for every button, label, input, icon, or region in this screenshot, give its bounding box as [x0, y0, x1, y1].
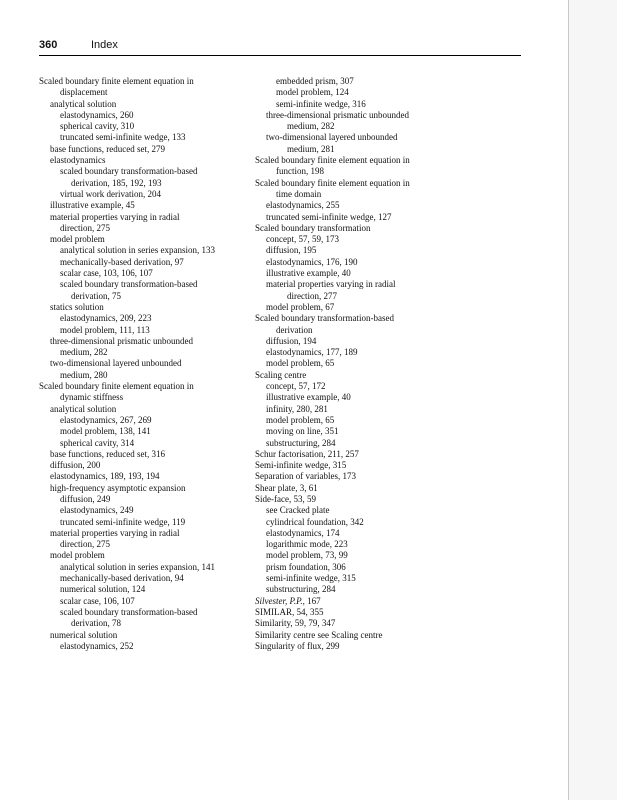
index-entry: illustrative example, 45 — [50, 200, 135, 211]
index-entry: semi-infinite wedge, 315 — [266, 573, 356, 584]
index-entry: diffusion, 195 — [266, 245, 317, 256]
page-number: 360 — [39, 39, 58, 51]
index-entry: displacement — [60, 87, 108, 98]
index-entry: material properties varying in radial — [266, 279, 396, 290]
index-entry: spherical cavity, 310 — [60, 121, 135, 132]
index-entry: elastodynamics — [50, 155, 106, 166]
index-entry: analytical solution in series expansion, 133 — [60, 245, 215, 256]
index-entry: Similarity, 59, 79, 347 — [255, 618, 336, 629]
index-entry: spherical cavity, 314 — [60, 437, 135, 448]
index-entry: diffusion, 249 — [60, 493, 111, 504]
index-entry: Scaled boundary finite element equation in — [39, 76, 194, 86]
index-entry: Similarity centre see Scaling centre — [255, 629, 383, 640]
index-entry: diffusion, 200 — [50, 460, 101, 471]
index-entry: numerical solution, 124 — [60, 584, 146, 595]
index-entry: illustrative example, 40 — [266, 392, 351, 403]
index-entry: high-frequency asymptotic expansion — [50, 482, 186, 493]
page-header — [39, 36, 521, 58]
index-entry: model problem, 73, 99 — [266, 550, 348, 561]
index-entry: model problem, 124 — [276, 87, 349, 98]
index-entry: scaled boundary transformation-based — [60, 279, 198, 290]
index-entry: Separation of variables, 173 — [255, 471, 356, 482]
index-entry: analytical solution — [50, 98, 117, 109]
index-entry: Scaling centre — [255, 369, 307, 380]
index-entry: elastodynamics, 260 — [60, 109, 134, 120]
index-entry: concept, 57, 172 — [266, 381, 326, 392]
index-entry: Schur factorisation, 211, 257 — [255, 448, 359, 459]
index-entry: model problem, 65 — [266, 358, 335, 369]
page-title: Index — [91, 39, 118, 51]
index-entry: elastodynamics, 189, 193, 194 — [50, 471, 160, 482]
index-entry: diffusion, 194 — [266, 335, 317, 346]
index-entry: see Cracked plate — [266, 505, 330, 516]
index-entry: model problem, 138, 141 — [60, 426, 151, 437]
index-entry: Scaled boundary transformation-based — [255, 313, 394, 324]
index-entry: elastodynamics, 176, 190 — [266, 256, 358, 267]
index-entry: direction, 277 — [287, 290, 337, 301]
index-entry: virtual work derivation, 204 — [60, 188, 161, 199]
index-entry: truncated semi-infinite wedge, 119 — [60, 516, 186, 527]
index-entry: moving on line, 351 — [266, 426, 339, 437]
index-entry: model problem, 67 — [266, 301, 335, 312]
index-entry: elastodynamics, 267, 269 — [60, 414, 152, 425]
index-entry: embedded prism, 307 — [276, 76, 354, 86]
index-entry: elastodynamics, 255 — [266, 200, 340, 211]
index-entry: truncated semi-infinite wedge, 127 — [266, 211, 392, 222]
index-entry: Scaled boundary finite element equation in — [255, 155, 410, 166]
index-entry: Scaled boundary transformation — [255, 222, 371, 233]
index-column-right — [255, 76, 490, 652]
index-entry: Scaled boundary finite element equation in — [255, 177, 410, 188]
index-entry: medium, 282 — [287, 121, 335, 132]
index-entry: model problem, 65 — [266, 414, 335, 425]
index-entry: derivation, 75 — [71, 290, 121, 301]
index-entry: numerical solution — [50, 629, 118, 640]
header-rule — [39, 55, 521, 56]
index-entry: function, 198 — [276, 166, 324, 177]
index-entry: substructuring, 284 — [266, 584, 336, 595]
index-entry: material properties varying in radial — [50, 527, 180, 538]
index-entry: elastodynamics, 209, 223 — [60, 313, 152, 324]
index-entry: scalar case, 103, 106, 107 — [60, 268, 153, 279]
index-entry: cylindrical foundation, 342 — [266, 516, 364, 527]
index-entry: prism foundation, 306 — [266, 561, 346, 572]
index-entry: Side-face, 53, 59 — [255, 493, 316, 504]
index-entry: model problem — [50, 550, 105, 561]
index-entry: dynamic stiffness — [60, 392, 124, 403]
viewer-background — [569, 0, 617, 800]
index-entry: medium, 282 — [60, 347, 108, 358]
index-entry: two-dimensional layered unbounded — [266, 132, 398, 143]
index-entry: scaled boundary transformation-based — [60, 606, 198, 617]
index-entry: mechanically-based derivation, 97 — [60, 256, 184, 267]
index-entry: three-dimensional prismatic unbounded — [50, 335, 193, 346]
index-entry: direction, 275 — [60, 539, 110, 550]
index-entry: Silvester, P.P., 167 — [255, 595, 321, 606]
index-entry: semi-infinite wedge, 316 — [276, 98, 366, 109]
index-entry: truncated semi-infinite wedge, 133 — [60, 132, 186, 143]
index-entry: base functions, reduced set, 279 — [50, 143, 165, 154]
index-entry: concept, 57, 59, 173 — [266, 234, 339, 245]
index-entry: two-dimensional layered unbounded — [50, 358, 182, 369]
index-entry: Shear plate, 3, 61 — [255, 482, 318, 493]
index-entry: elastodynamics, 177, 189 — [266, 347, 358, 358]
index-entry: derivation, 78 — [71, 618, 121, 629]
index-entry: infinity, 280, 281 — [266, 403, 328, 414]
index-entry: base functions, reduced set, 316 — [50, 448, 165, 459]
index-entry: Scaled boundary finite element equation in — [39, 381, 194, 392]
index-entry: analytical solution in series expansion, 141 — [60, 561, 215, 572]
index-entry: statics solution — [50, 301, 104, 312]
index-entry: elastodynamics, 174 — [266, 527, 340, 538]
index-entry: elastodynamics, 252 — [60, 640, 134, 651]
index-entry: illustrative example, 40 — [266, 268, 351, 279]
index-entry: Semi-infinite wedge, 315 — [255, 460, 347, 471]
index-entry: model problem — [50, 234, 105, 245]
index-entry: derivation — [276, 324, 313, 335]
index-entry: scalar case, 106, 107 — [60, 595, 135, 606]
index-entry: time domain — [276, 188, 322, 199]
index-entry: derivation, 185, 192, 193 — [71, 177, 162, 188]
index-column-left — [39, 76, 274, 652]
index-entry: substructuring, 284 — [266, 437, 336, 448]
index-entry: three-dimensional prismatic unbounded — [266, 109, 409, 120]
index-entry: direction, 275 — [60, 222, 110, 233]
index-entry: Singularity of flux, 299 — [255, 640, 340, 651]
index-entry: SIMILAR, 54, 355 — [255, 606, 324, 617]
index-entry: scaled boundary transformation-based — [60, 166, 198, 177]
index-entry: analytical solution — [50, 403, 117, 414]
index-entry: mechanically-based derivation, 94 — [60, 573, 184, 584]
index-entry: medium, 280 — [60, 369, 108, 380]
index-entry: logarithmic mode, 223 — [266, 539, 348, 550]
index-entry: medium, 281 — [287, 143, 335, 154]
index-entry: material properties varying in radial — [50, 211, 180, 222]
index-entry: model problem, 111, 113 — [60, 324, 150, 335]
index-entry: elastodynamics, 249 — [60, 505, 134, 516]
